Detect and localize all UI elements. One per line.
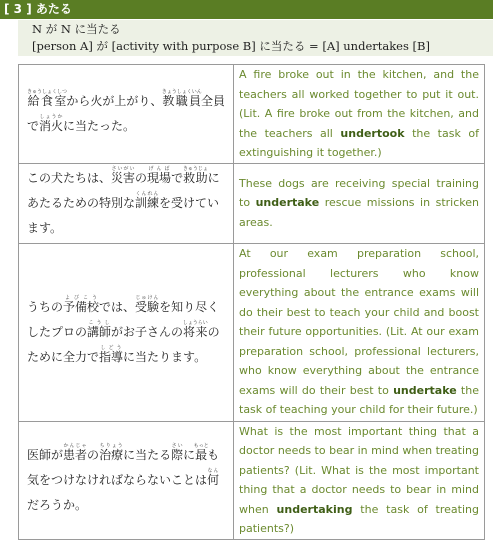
table-row	[19, 163, 485, 243]
japanese-sentence: うちの予備校よびこうでは、受験じゅけんを知り尽くしたプロの講師こうしがお子さんの将来しょうらいのために全力で指導しどうに当たります。	[19, 243, 234, 421]
pattern-line-1: N が N に当たる	[32, 22, 121, 36]
pattern-line-2: [person A] が [activity with purpose B] に当たる = [A] undertakes [B]	[32, 39, 430, 53]
section-header	[0, 0, 493, 19]
section-title: [ 3 ] あたる	[4, 2, 72, 16]
example-table	[18, 64, 485, 540]
keyword-highlight: undertook	[340, 126, 405, 140]
japanese-sentence: 給食室きゅうしょくしつから火が上がり、教職員きょうしょくいん全員で消火しょうかに当たった。	[19, 65, 234, 164]
keyword-highlight: undertake	[393, 383, 457, 397]
english-translation: A fire broke out in the kitchen, and the teachers all worked together to put it out. (Lit. A fire broke out from the kitchen, and the teachers all undertook the task of extinguishing it together.)	[234, 65, 485, 164]
table-row	[19, 243, 485, 421]
english-translation: These dogs are receiving special training to undertake rescue missions in stricken areas.	[234, 163, 485, 243]
keyword-highlight: undertaking	[276, 502, 353, 516]
english-translation: At our exam preparation school, professional lecturers who know everything about the entrance exams will do their best to teach your child and boost their future opportunities. (Lit. At our exam preparation school, professional lecturers, who know everything about the entrance exams will do their best to undertake the task of teaching your child for their future.)	[234, 243, 485, 421]
japanese-sentence: 医師が患者かんじゃの治療ちりょうに当たる際さいに最もっとも気をつけなければならないことは何なんだろうか。	[19, 421, 234, 539]
keyword-highlight: undertake	[255, 196, 320, 210]
japanese-sentence: この犬たちは、災害さいがいの現場げんばで救助きゅうじょにあたるための特別な訓練くんれんを受けています。	[19, 163, 234, 243]
english-translation: What is the most important thing that a doctor needs to bear in mind when treating patients? (Lit. What is the most important thing that a doctor needs to bear in mind when undertaking the task of treating patients?)	[234, 421, 485, 539]
grammar-pattern-box	[18, 20, 493, 56]
table-row	[19, 421, 485, 539]
table-row	[19, 65, 485, 164]
